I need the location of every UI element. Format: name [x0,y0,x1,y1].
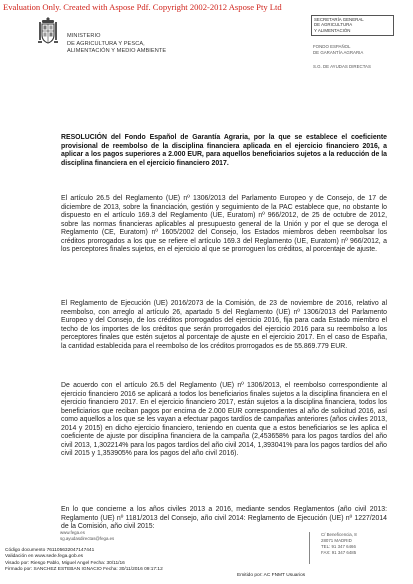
document-title: RESOLUCIÓN del Fondo Español de Garantía Agraria, por la que se establece el coeficiente provisional de reembolso de la disciplina financiera aplicada en el ejercicio financiero 2016, a aplicar a los pagos superiores a 2.000 EUR, para aquellos beneficiarios sujetos a la reducción de la disciplina financiera en el ejercicio financiero 2017. [61,134,387,167]
secretaria-line: Y ALIMENTACIÓN [314,27,351,33]
firmado-line: Firmado por: SANCHEZ ESTEBAN IGNACIO Fecha: 30/11/2016 09:17:12 [5,566,163,572]
visado-line: Visado por: Riesgo Pablo, Miguel Angel Fecha: 30/11/16 [5,560,125,566]
paragraph-1: El artículo 26.5 del Reglamento (UE) nº 1306/2013 del Parlamento Europeo y de Consejo, de 17 de diciembre de 2013, sobre la financiación, gestión y seguimiento de la PAC establece que, no obstante lo dispuesto en el artículo 169.3 del Reglamento (UE, Euratom) nº 966/2012, de 25 de octubre de 2012, sobre las normas financieras aplicables al presupuesto general de la Unión y por el que se deroga el Reglamento (CE, Euratom) nº 1605/2002 del Consejo, los Estados miembros deben reembolsar los créditos prorrogados a los que se refiere el artículo 169.3 del Reglamento (UE, Euratom) nº 966/2012, a los perceptores finales sujetos, en el ejercicio al que se prorroguen los créditos, al porcentaje de ajuste. [61,195,387,254]
subdirectorate-label: S.G. DE AYUDAS DIRECTAS [313,64,371,69]
address-line: 28071 MADRID [321,538,352,543]
fax-line: FAX: 91 347 6485 [321,550,357,555]
fega-name [313,44,363,55]
paragraph-2: El Reglamento de Ejecución (UE) 2016/2073 de la Comisión, de 23 de noviembre de 2016, relativo al reembolso, con arreglo al artículo 26, apartado 5 del Reglamento (UE) nº 1306/2013 del Parlamento Europeo y del Consejo, de los créditos prorrogados del ejercicio 2016, fija para cada Estado miembro el techo de los importes de los créditos que serán prorrogados del ejercicio 2016 para su reembolso a los perceptores finales que estén sujetos al porcentaje de ajuste en el ejercicio 2017. En el caso de España, la cantidad establecida para el reembolso de los créditos prorrogados es de 55.869.779 EUR. [61,300,387,350]
secretaria-line: SECRETARÍA GENERAL [314,17,364,22]
secretaria-line: DE AGRICULTURA [314,22,353,28]
secretaria-box [311,15,394,36]
signature-block [5,548,163,573]
ministry-line: DE AGRICULTURA Y PESCA, [67,40,145,47]
fega-line: DE GARANTÍA AGRARIA [313,49,364,55]
issuer-line: Emitido por: AC FNMT Usuarios [237,573,306,578]
paragraph-3: De acuerdo con el artículo 26.5 del Reglamento (UE) nº 1306/2013, el reembolso correspondiente al ejercicio financiero 2016 se aplicará a todos los beneficiarios finales sujetos a la disciplina financiera en el ejercicio financiero 2017. En el ejercicio financiero 2017, están sujetos a la disciplina financiera, todos los beneficiarios que reciban pagos por encima de 2.000 EUR correspondientes al año de solicitud 2016, así como aquellos a los que se les vayan a efectuar pagos tardíos de campañas anteriores (años civiles 2013, 2014 y 2015) en dicho ejercicio financiero, teniendo en cuenta que a estos beneficiarios se les aplica el coeficiente de ajuste por disciplina financiera de la campaña (2,453658% para los pagos tardíos del año civil 2013, 1,302214% para los pagos tardíos del año civil 2014, 1,393041% para los pagos tardíos del año civil 2015 y 1,353905% para los pagos del año civil 2016). [61,382,387,458]
validation-line: Validación en www.sede.fega.gob.es [5,554,84,560]
phone-line: TEL: 91 347 6466 [321,544,356,549]
paragraph-4: En lo que concierne a los años civiles 2013 a 2016, mediante sendos Reglamentos (año civil 2013: Reglamento (UE) nº 1181/2013 del Consejo, año civil 2014: Reglamento de Ejecución (UE) nº 1227/2014 de la Comisión, año civil 2015: [61,506,387,531]
footer-divider [309,532,310,564]
document-code: Código documento 761105632047147441 [5,548,95,553]
coat-of-arms-logo [37,16,59,46]
fega-line: FONDO ESPAÑOL [313,44,351,49]
footer-email-link[interactable]: sg.ayudasdirectas@fega.es [60,536,115,541]
footer-contact-web [60,530,114,542]
evaluation-watermark: Evaluation Only. Created with Aspose Pdf. Copyright 2002-2012 Aspose Pty Ltd [3,2,282,12]
ministry-line: ALIMENTACIÓN Y MEDIO AMBIENTE [67,48,167,55]
address-line: C/ Beneficencia, 8 [321,532,357,537]
ministry-line: MINISTERIO [67,33,101,39]
footer-address [321,532,357,556]
footer-website-link[interactable]: www.fega.es [60,530,85,535]
ministry-name [67,33,166,56]
